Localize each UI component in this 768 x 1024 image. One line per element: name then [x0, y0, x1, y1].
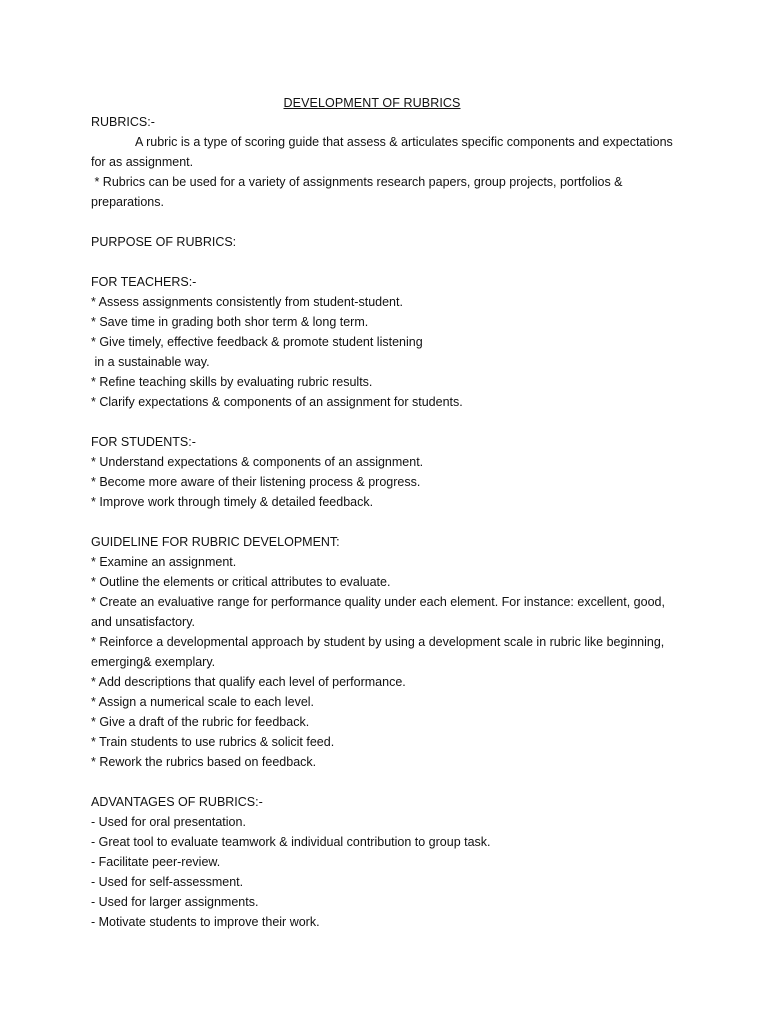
list-item: * Reinforce a developmental approach by student by using a development scale in rubric like beginning, [91, 635, 665, 649]
list-item: * Create an evaluative range for performance quality under each element. For instance: excellent, good, [91, 595, 665, 609]
spacer [91, 512, 691, 532]
list-item: - Used for oral presentation. [91, 815, 246, 829]
list-item: - Facilitate peer-review. [91, 855, 221, 869]
list-item: - Used for larger assignments. [91, 895, 259, 909]
guideline-heading: GUIDELINE FOR RUBRIC DEVELOPMENT: [91, 535, 340, 549]
list-item: * Assess assignments consistently from student-student. [91, 295, 403, 309]
list-item: * Become more aware of their listening process & progress. [91, 475, 421, 489]
list-item: * Train students to use rubrics & solicit feed. [91, 735, 335, 749]
document-title-text: DEVELOPMENT OF RUBRICS [283, 96, 461, 110]
list-item: * Add descriptions that qualify each level of performance. [91, 675, 406, 689]
spacer [91, 412, 691, 432]
list-item: and unsatisfactory. [91, 615, 195, 629]
spacer [91, 212, 691, 232]
list-item: emerging& exemplary. [91, 655, 216, 669]
purpose-heading: PURPOSE OF RUBRICS: [91, 235, 237, 249]
list-item: - Motivate students to improve their work. [91, 915, 320, 929]
list-item: * Give timely, effective feedback & promote student listening [91, 335, 423, 349]
list-item: * Give a draft of the rubric for feedback. [91, 715, 310, 729]
list-item: * Clarify expectations & components of an assignment for students. [91, 395, 463, 409]
document-body [91, 112, 691, 932]
list-item: * Refine teaching skills by evaluating rubric results. [91, 375, 373, 389]
list-item: in a sustainable way. [91, 355, 210, 369]
students-heading: FOR STUDENTS:- [91, 435, 196, 449]
list-item: * Save time in grading both shor term & long term. [91, 315, 369, 329]
rubrics-usage: * Rubrics can be used for a variety of assignments research papers, group projects, portfolios & [91, 175, 623, 189]
spacer [91, 252, 691, 272]
list-item: - Used for self-assessment. [91, 875, 244, 889]
list-item: * Rework the rubrics based on feedback. [91, 755, 317, 769]
list-item: * Outline the elements or critical attributes to evaluate. [91, 575, 391, 589]
rubrics-definition: A rubric is a type of scoring guide that assess & articulates specific components and expectations [135, 135, 673, 149]
spacer [91, 772, 691, 792]
list-item: * Examine an assignment. [91, 555, 237, 569]
teachers-heading: FOR TEACHERS:- [91, 275, 197, 289]
rubrics-usage-cont: preparations. [91, 195, 164, 209]
list-item: * Improve work through timely & detailed feedback. [91, 495, 374, 509]
advantages-heading: ADVANTAGES OF RUBRICS:- [91, 795, 263, 809]
rubrics-definition-cont: for as assignment. [91, 155, 194, 169]
list-item: * Assign a numerical scale to each level. [91, 695, 315, 709]
list-item: * Understand expectations & components of an assignment. [91, 455, 424, 469]
list-item: - Great tool to evaluate teamwork & individual contribution to group task. [91, 835, 491, 849]
rubrics-heading: RUBRICS:- [91, 115, 155, 129]
document-title [0, 94, 768, 112]
